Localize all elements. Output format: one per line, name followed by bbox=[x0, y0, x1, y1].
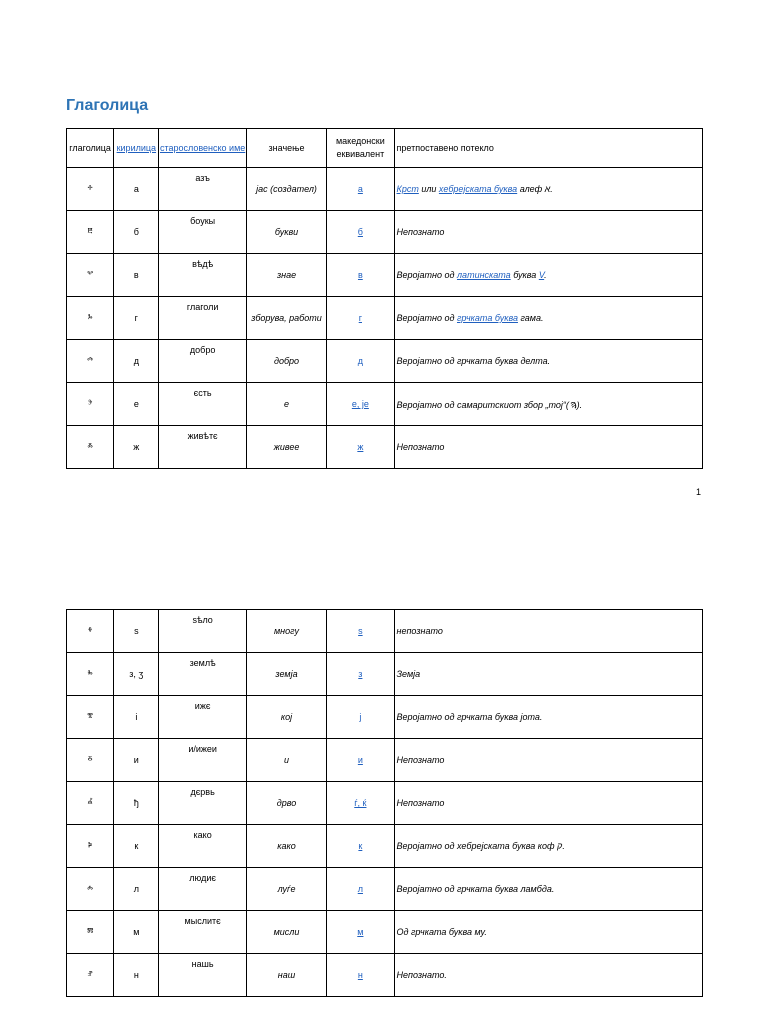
header-cyrillic-link[interactable]: кирилица bbox=[116, 142, 157, 153]
origin bbox=[394, 739, 702, 782]
macedonian-letter-link[interactable]: ј bbox=[359, 712, 362, 722]
old-slavonic-name: вѣдѣ bbox=[159, 254, 246, 297]
table-body-page2 bbox=[67, 610, 703, 997]
macedonian-letter-link[interactable]: м bbox=[357, 927, 364, 937]
origin-text: Од грчката буква му. bbox=[396, 927, 487, 937]
origin bbox=[394, 825, 702, 868]
old-slavonic-name: людиє bbox=[159, 868, 246, 911]
origin bbox=[394, 911, 702, 954]
macedonian-equivalent[interactable] bbox=[327, 739, 394, 782]
meaning: земја bbox=[246, 653, 326, 696]
origin bbox=[394, 696, 702, 739]
origin bbox=[394, 254, 702, 297]
macedonian-letter-link[interactable]: л bbox=[357, 884, 363, 894]
header-cyrillic[interactable] bbox=[114, 129, 159, 168]
table-row bbox=[67, 426, 703, 469]
cyrillic-letter: м bbox=[114, 911, 159, 954]
macedonian-letter-link[interactable]: ѓ, ќ bbox=[354, 798, 367, 808]
page-title: Глаголица bbox=[66, 97, 149, 114]
cyrillic-letter: б bbox=[114, 211, 159, 254]
origin bbox=[394, 954, 702, 997]
macedonian-equivalent[interactable] bbox=[327, 954, 394, 997]
origin-link[interactable]: Крст bbox=[396, 184, 419, 194]
glagolitic-letter: ⰵ bbox=[67, 383, 114, 426]
cyrillic-letter: к bbox=[114, 825, 159, 868]
table-row bbox=[67, 868, 703, 911]
cyrillic-letter: в bbox=[114, 254, 159, 297]
macedonian-equivalent[interactable] bbox=[327, 825, 394, 868]
old-slavonic-name: азъ bbox=[159, 168, 246, 211]
cyrillic-letter: г bbox=[114, 297, 159, 340]
glagolitic-letter: ⱀ bbox=[67, 954, 114, 997]
origin-text: Веројатно од самаритскиот збор „тој“(ࠄ). bbox=[396, 399, 583, 410]
origin bbox=[394, 168, 702, 211]
glagolitic-letter: ⰰ bbox=[67, 168, 114, 211]
meaning: е bbox=[246, 383, 326, 426]
macedonian-letter-link[interactable]: ѕ bbox=[358, 626, 363, 636]
table-row bbox=[67, 825, 703, 868]
header-meaning: значење bbox=[246, 129, 326, 168]
old-slavonic-name: и/ижеи bbox=[159, 739, 246, 782]
glagolitic-letter: ⰾ bbox=[67, 868, 114, 911]
origin-text: непознато bbox=[396, 626, 443, 636]
origin-text: Земја bbox=[396, 669, 421, 679]
macedonian-letter-link[interactable]: н bbox=[357, 970, 363, 980]
cyrillic-letter: н bbox=[114, 954, 159, 997]
table-row bbox=[67, 610, 703, 653]
origin bbox=[394, 653, 702, 696]
table-row bbox=[67, 954, 703, 997]
glagolitic-letter: ⰲ bbox=[67, 254, 114, 297]
meaning: зборува, работи bbox=[246, 297, 326, 340]
origin-text: алеф א. bbox=[517, 184, 553, 194]
glagolitic-letter: ⰸ bbox=[67, 653, 114, 696]
glagolitic-letter: ⰼ bbox=[67, 782, 114, 825]
old-slavonic-name: добро bbox=[159, 340, 246, 383]
header-origin: претпоставено потекло bbox=[394, 129, 702, 168]
table-row bbox=[67, 782, 703, 825]
cyrillic-letter: а bbox=[114, 168, 159, 211]
origin bbox=[394, 340, 702, 383]
macedonian-letter-link[interactable]: а bbox=[357, 184, 363, 194]
table-body-page1 bbox=[67, 168, 703, 469]
origin-text: Веројатно од хебрејската буква коф ק. bbox=[396, 841, 565, 851]
cyrillic-letter: е bbox=[114, 383, 159, 426]
table-row bbox=[67, 211, 703, 254]
meaning: јас (создател) bbox=[246, 168, 326, 211]
macedonian-equivalent[interactable] bbox=[327, 297, 394, 340]
macedonian-equivalent[interactable] bbox=[327, 340, 394, 383]
origin-text: Непознато bbox=[396, 798, 445, 808]
origin-text: . bbox=[544, 270, 547, 280]
cyrillic-letter: s bbox=[114, 610, 159, 653]
glagolitic-letter: ⰺ bbox=[67, 696, 114, 739]
old-slavonic-name: мыслитє bbox=[159, 911, 246, 954]
meaning: како bbox=[246, 825, 326, 868]
page-number: 1 bbox=[696, 487, 702, 497]
macedonian-equivalent[interactable] bbox=[327, 696, 394, 739]
glagolitic-letter: ⰶ bbox=[67, 426, 114, 469]
macedonian-letter-link[interactable]: ж bbox=[357, 442, 364, 452]
origin-text: Веројатно од грчката буква ламбда. bbox=[396, 884, 555, 894]
glagolitic-letter: ⰳ bbox=[67, 297, 114, 340]
meaning: луѓе bbox=[246, 868, 326, 911]
origin bbox=[394, 610, 702, 653]
glagolitic-letter: ⰴ bbox=[67, 340, 114, 383]
macedonian-letter-link[interactable]: г bbox=[358, 313, 362, 323]
origin-link[interactable]: V bbox=[538, 270, 545, 280]
origin bbox=[394, 426, 702, 469]
origin-text: буква bbox=[510, 270, 539, 280]
table-row bbox=[67, 254, 703, 297]
origin bbox=[394, 211, 702, 254]
macedonian-equivalent[interactable] bbox=[327, 610, 394, 653]
origin-text: Веројатно од грчката буква јота. bbox=[396, 712, 543, 722]
table-row bbox=[67, 696, 703, 739]
macedonian-letter-link[interactable]: к bbox=[358, 841, 363, 851]
table-row bbox=[67, 383, 703, 426]
meaning: живее bbox=[246, 426, 326, 469]
table-row bbox=[67, 911, 703, 954]
origin bbox=[394, 868, 702, 911]
macedonian-equivalent[interactable] bbox=[327, 383, 394, 426]
macedonian-letter-link[interactable]: е, је bbox=[351, 399, 369, 409]
macedonian-letter-link[interactable]: д bbox=[357, 356, 363, 366]
glagolitic-letter: ⰿ bbox=[67, 911, 114, 954]
meaning: добро bbox=[246, 340, 326, 383]
origin-text: Непознато. bbox=[396, 970, 447, 980]
origin-text: Веројатно од bbox=[396, 313, 457, 323]
origin-link[interactable]: латинската bbox=[456, 270, 511, 280]
old-slavonic-name: боукы bbox=[159, 211, 246, 254]
meaning: букви bbox=[246, 211, 326, 254]
origin-link[interactable]: хебрејската буква bbox=[438, 184, 518, 194]
macedonian-letter-link[interactable]: з bbox=[358, 669, 363, 679]
macedonian-equivalent[interactable] bbox=[327, 653, 394, 696]
old-slavonic-name: ижє bbox=[159, 696, 246, 739]
origin-text: Веројатно од bbox=[396, 270, 457, 280]
cyrillic-letter: л bbox=[114, 868, 159, 911]
origin-text: или bbox=[418, 184, 439, 194]
meaning: дрво bbox=[246, 782, 326, 825]
macedonian-equivalent[interactable] bbox=[327, 426, 394, 469]
header-macedonian: македонски еквивалент bbox=[327, 129, 394, 168]
cyrillic-letter: и bbox=[114, 739, 159, 782]
header-old-slavonic-link[interactable]: старословенско име bbox=[159, 142, 246, 153]
glagolitic-letter: ⰻ bbox=[67, 739, 114, 782]
glagolitic-letter: ⰷ bbox=[67, 610, 114, 653]
cyrillic-letter: д bbox=[114, 340, 159, 383]
cyrillic-letter: і bbox=[114, 696, 159, 739]
glagolitic-table-page1 bbox=[66, 128, 703, 469]
old-slavonic-name: глаголи bbox=[159, 297, 246, 340]
macedonian-letter-link[interactable]: б bbox=[357, 227, 363, 237]
old-slavonic-name: землѣ bbox=[159, 653, 246, 696]
meaning: многу bbox=[246, 610, 326, 653]
macedonian-equivalent[interactable] bbox=[327, 782, 394, 825]
old-slavonic-name: нашь bbox=[159, 954, 246, 997]
old-slavonic-name: дєрвь bbox=[159, 782, 246, 825]
origin bbox=[394, 383, 702, 426]
glagolitic-letter: ⰽ bbox=[67, 825, 114, 868]
table-row bbox=[67, 297, 703, 340]
cyrillic-letter: ђ bbox=[114, 782, 159, 825]
origin-text: гама. bbox=[517, 313, 544, 323]
old-slavonic-name: єсть bbox=[159, 383, 246, 426]
macedonian-equivalent[interactable] bbox=[327, 168, 394, 211]
old-slavonic-name: како bbox=[159, 825, 246, 868]
macedonian-equivalent[interactable] bbox=[327, 254, 394, 297]
origin bbox=[394, 297, 702, 340]
macedonian-equivalent[interactable] bbox=[327, 911, 394, 954]
header-old-slavonic-name[interactable] bbox=[159, 129, 246, 168]
old-slavonic-name: живѣтє bbox=[159, 426, 246, 469]
table-row bbox=[67, 168, 703, 211]
origin-text: Непознато bbox=[396, 442, 445, 452]
table-row bbox=[67, 340, 703, 383]
cyrillic-letter: з, ʒ bbox=[114, 653, 159, 696]
macedonian-letter-link[interactable]: в bbox=[357, 270, 363, 280]
header-glagolitic: глаголица bbox=[67, 129, 114, 168]
meaning: мисли bbox=[246, 911, 326, 954]
macedonian-equivalent[interactable] bbox=[327, 211, 394, 254]
meaning: наш bbox=[246, 954, 326, 997]
origin-text: Непознато bbox=[396, 227, 445, 237]
origin-text: Непознато bbox=[396, 755, 445, 765]
origin-text: Веројатно од грчката буква делта. bbox=[396, 356, 551, 366]
glagolitic-table-page2 bbox=[66, 609, 703, 997]
meaning: и bbox=[246, 739, 326, 782]
glagolitic-letter: ⰱ bbox=[67, 211, 114, 254]
meaning: знае bbox=[246, 254, 326, 297]
macedonian-letter-link[interactable]: и bbox=[357, 755, 363, 765]
meaning: кој bbox=[246, 696, 326, 739]
table-row bbox=[67, 653, 703, 696]
origin-link[interactable]: грчката буква bbox=[456, 313, 518, 323]
old-slavonic-name: ѕѣло bbox=[159, 610, 246, 653]
table-row bbox=[67, 739, 703, 782]
origin bbox=[394, 782, 702, 825]
macedonian-equivalent[interactable] bbox=[327, 868, 394, 911]
cyrillic-letter: ж bbox=[114, 426, 159, 469]
